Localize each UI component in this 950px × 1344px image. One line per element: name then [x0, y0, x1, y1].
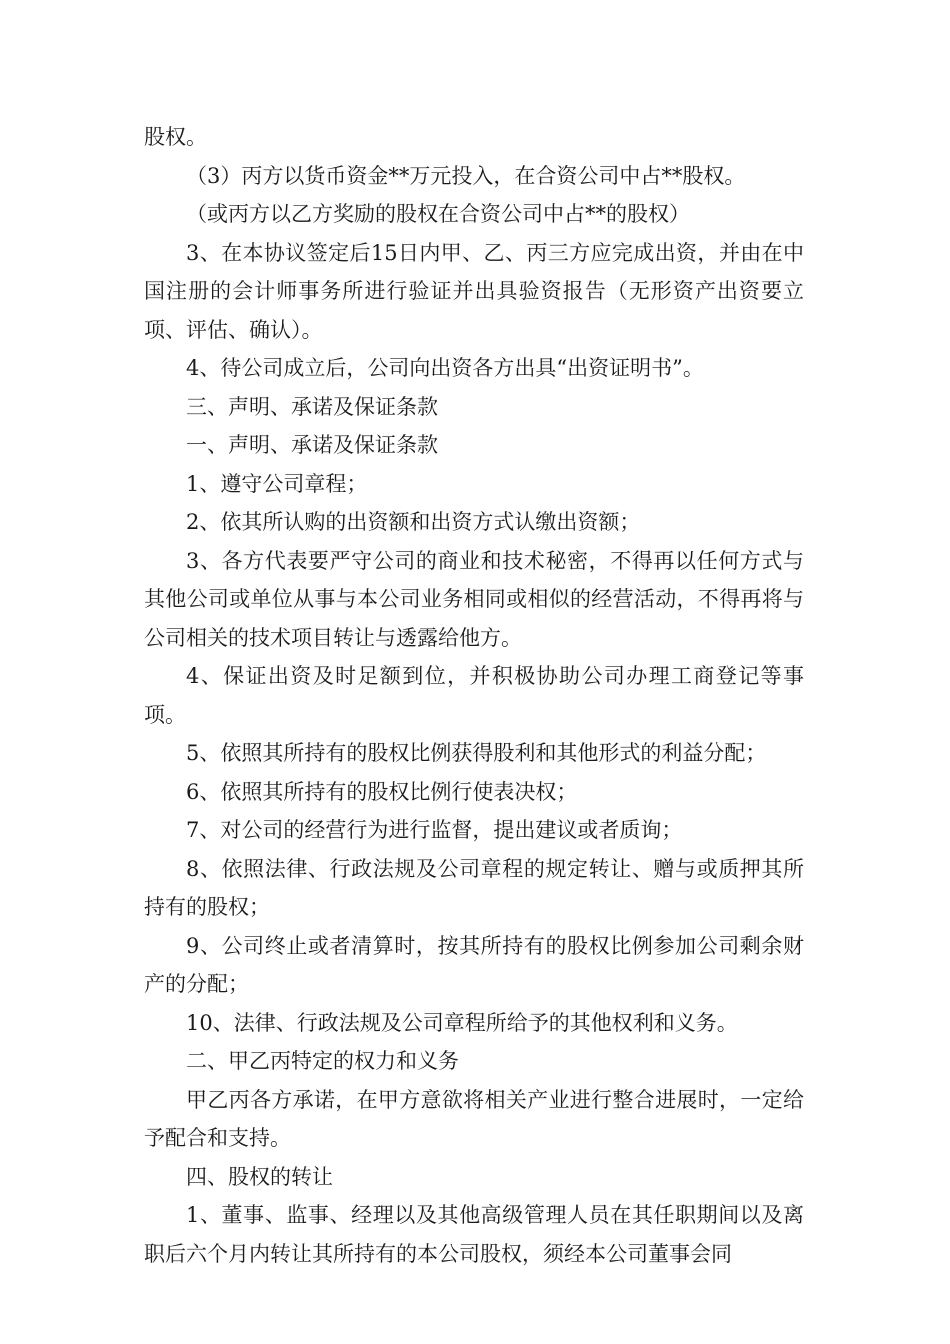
subsection-heading-declarations: 一、声明、承诺及保证条款 — [186, 433, 438, 457]
paragraph-party-c-alternative: （或丙方以乙方奖励的股权在合资公司中占**的股权） — [186, 202, 690, 226]
clause-item-7: 7、对公司的经营行为进行监督，提出建议或者质询； — [186, 818, 683, 842]
clause-item-1: 1、遵守公司章程； — [186, 471, 368, 496]
clause-item-6: 6、依照其所持有的股权比例行使表决权； — [186, 779, 578, 804]
subsection-heading-special-rights: 二、甲乙丙特定的权力和义务 — [186, 1049, 459, 1073]
paragraph-continuation: 股权。 — [144, 125, 207, 149]
paragraph-parties-commitment: 甲乙丙各方承诺，在甲方意欲将相关产业进行整合进展时，一定给予配合和支持。 — [144, 1087, 804, 1150]
clause-item-2: 2、依其所认购的出资额和出资方式认缴出资额； — [186, 510, 641, 534]
section-heading-declarations: 三、声明、承诺及保证条款 — [186, 394, 438, 419]
clause-item-5: 5、依照其所持有的股权比例获得股利和其他形式的利益分配； — [186, 741, 767, 765]
clause-item-3: 3、各方代表要严守公司的商业和技术秘密，不得再以任何方式与其他公司或单位从事与本公司业务相同或相似的经营活动，不得再将与公司相关的技术项目转让与透露给他方。 — [144, 548, 804, 650]
section-heading-equity-transfer: 四、股权的转让 — [186, 1164, 333, 1189]
paragraph-capital-certificate: 4、待公司成立后，公司向出资各方出具“出资证明书”。 — [186, 356, 704, 380]
clause-transfer-item-1: 1、董事、监事、经理以及其他高级管理人员在其任职期间以及离职后六个月内转让其所持有的本公司股权，须经本公司董事会同 — [144, 1203, 804, 1266]
paragraph-party-c-capital: （3）丙方以货币资金**万元投入，在合资公司中占**股权。 — [186, 163, 746, 188]
clause-item-9: 9、公司终止或者清算时，按其所持有的股权比例参加公司剩余财产的分配； — [144, 933, 804, 996]
paragraph-capital-deadline: 3、在本协议签定后15日内甲、乙、丙三方应完成出资，并由在中国注册的会计师事务所进行验证并出具验资报告（无形资产出资要立项、评估、确认）。 — [144, 240, 804, 342]
document-body — [144, 118, 804, 1273]
clause-item-10: 10、法律、行政法规及公司章程所给予的其他权利和义务。 — [186, 1010, 738, 1035]
clause-item-4: 4、保证出资及时足额到位，并积极协助公司办理工商登记等事项。 — [144, 664, 804, 727]
clause-item-8: 8、依照法律、行政法规及公司章程的规定转让、赠与或质押其所持有的股权； — [144, 856, 804, 919]
